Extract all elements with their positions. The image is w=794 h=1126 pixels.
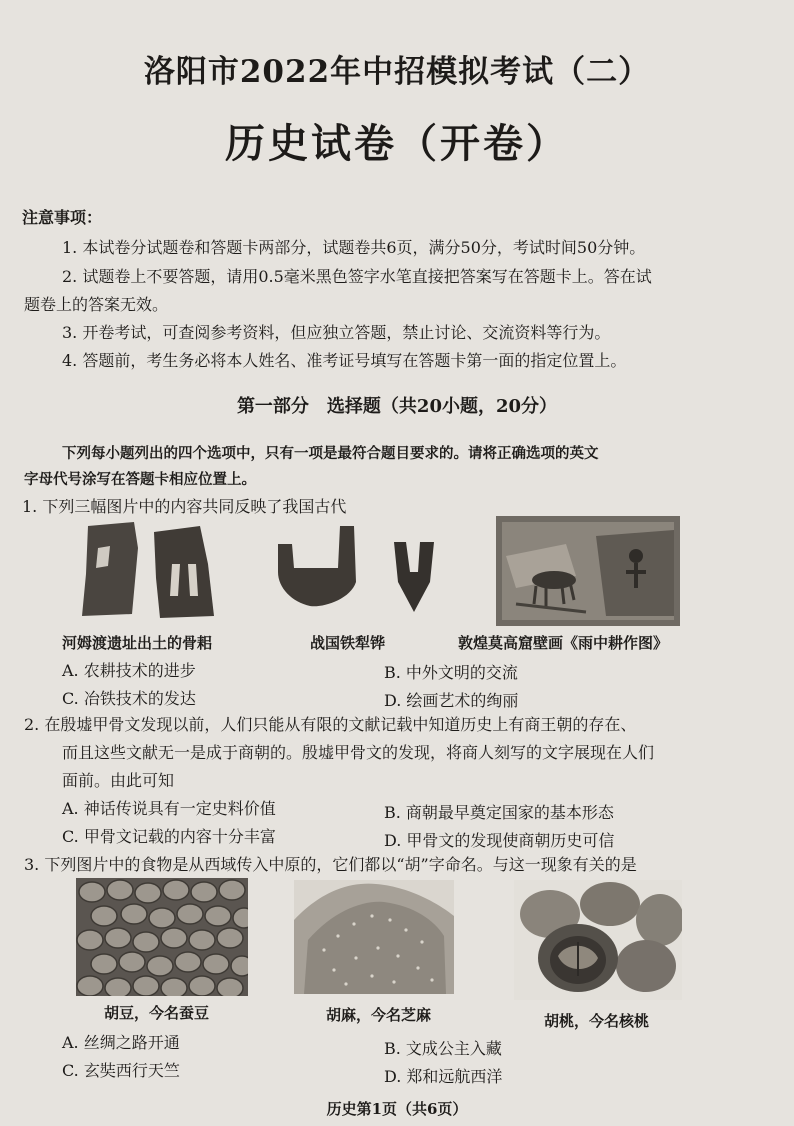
q1-option-d: D. 绘画艺术的绚丽	[384, 691, 519, 710]
exam-subtitle: 历史试卷（开卷）	[225, 120, 569, 167]
exam-title: 洛阳市2022年中招模拟考试（二）	[143, 54, 651, 90]
broad-bean-image	[76, 878, 248, 996]
question-2-stem: 2. 在殷墟甲骨文发现以前，人们只能从有限的文献记载中知道历史上有商王朝的存在、	[24, 715, 637, 734]
section-instruction-cont: 字母代号涂写在答题卡相应位置上。	[24, 471, 256, 488]
note-3: 3. 开卷考试，可查阅参考资料，但应独立答题，禁止讨论、交流资料等行为。	[62, 323, 611, 342]
q2-option-a: A. 神话传说具有一定史料价值	[62, 799, 276, 818]
note-2: 2. 试题卷上不要答题，请用0.5毫米黑色签字水笔直接把答案写在答题卡上。答在试	[62, 267, 652, 286]
caption-bone-spade: 河姆渡遗址出土的骨耜	[62, 634, 213, 652]
bone-spade-image	[76, 518, 218, 620]
q3-option-c: C. 玄奘西行天竺	[62, 1061, 180, 1080]
caption-broad-bean: 胡豆，今名蚕豆	[104, 1004, 210, 1022]
caption-mural: 敦煌莫高窟壁画《雨中耕作图》	[458, 634, 669, 652]
mural-painting-image	[496, 516, 680, 626]
section-title: 第一部分 选择题（共20小题，20分）	[236, 396, 558, 417]
q1-option-c: C. 冶铁技术的发达	[62, 689, 196, 708]
q1-option-a: A. 农耕技术的进步	[62, 661, 196, 680]
iron-plough-image	[270, 520, 450, 615]
note-2-cont: 题卷上的答案无效。	[24, 295, 169, 314]
caption-walnut: 胡桃，今名核桃	[544, 1012, 650, 1030]
question-2-stem-cont: 而且这些文献无一是成于商朝的。殷墟甲骨文的发现，将商人刻写的文字展现在人们	[62, 743, 655, 762]
q2-option-b: B. 商朝最早奠定国家的基本形态	[384, 803, 614, 822]
q3-option-b: B. 文成公主入藏	[384, 1039, 502, 1058]
q1-option-b: B. 中外文明的交流	[384, 663, 518, 682]
caption-sesame: 胡麻，今名芝麻	[326, 1006, 432, 1024]
caption-iron-plough: 战国铁犁铧	[310, 634, 386, 652]
note-1: 1. 本试卷分试题卷和答题卡两部分，试题卷共6页，满分50分，考试时间50分钟。	[62, 238, 646, 257]
sesame-image	[294, 880, 454, 994]
q3-option-a: A. 丝绸之路开通	[62, 1033, 180, 1052]
note-4: 4. 答题前，考生务必将本人姓名、准考证号填写在答题卡第一面的指定位置上。	[62, 351, 627, 370]
notes-heading: 注意事项：	[22, 208, 103, 227]
q2-option-c: C. 甲骨文记载的内容十分丰富	[62, 827, 276, 846]
q3-option-d: D. 郑和远航西洋	[384, 1067, 503, 1086]
question-3-stem: 3. 下列图片中的食物是从西域传入中原的，它们都以“胡”字命名。与这一现象有关的是	[24, 855, 637, 874]
q2-option-d: D. 甲骨文的发现使商朝历史可信	[384, 831, 615, 850]
section-instruction: 下列每小题列出的四个选项中，只有一项是最符合题目要求的。请将正确选项的英文	[62, 445, 599, 462]
walnut-image	[514, 880, 682, 1000]
question-2-stem-end: 面前。由此可知	[62, 771, 175, 790]
question-1-stem: 1. 下列三幅图片中的内容共同反映了我国古代	[22, 497, 347, 516]
page-footer: 历史第1页（共6页）	[326, 1100, 468, 1118]
